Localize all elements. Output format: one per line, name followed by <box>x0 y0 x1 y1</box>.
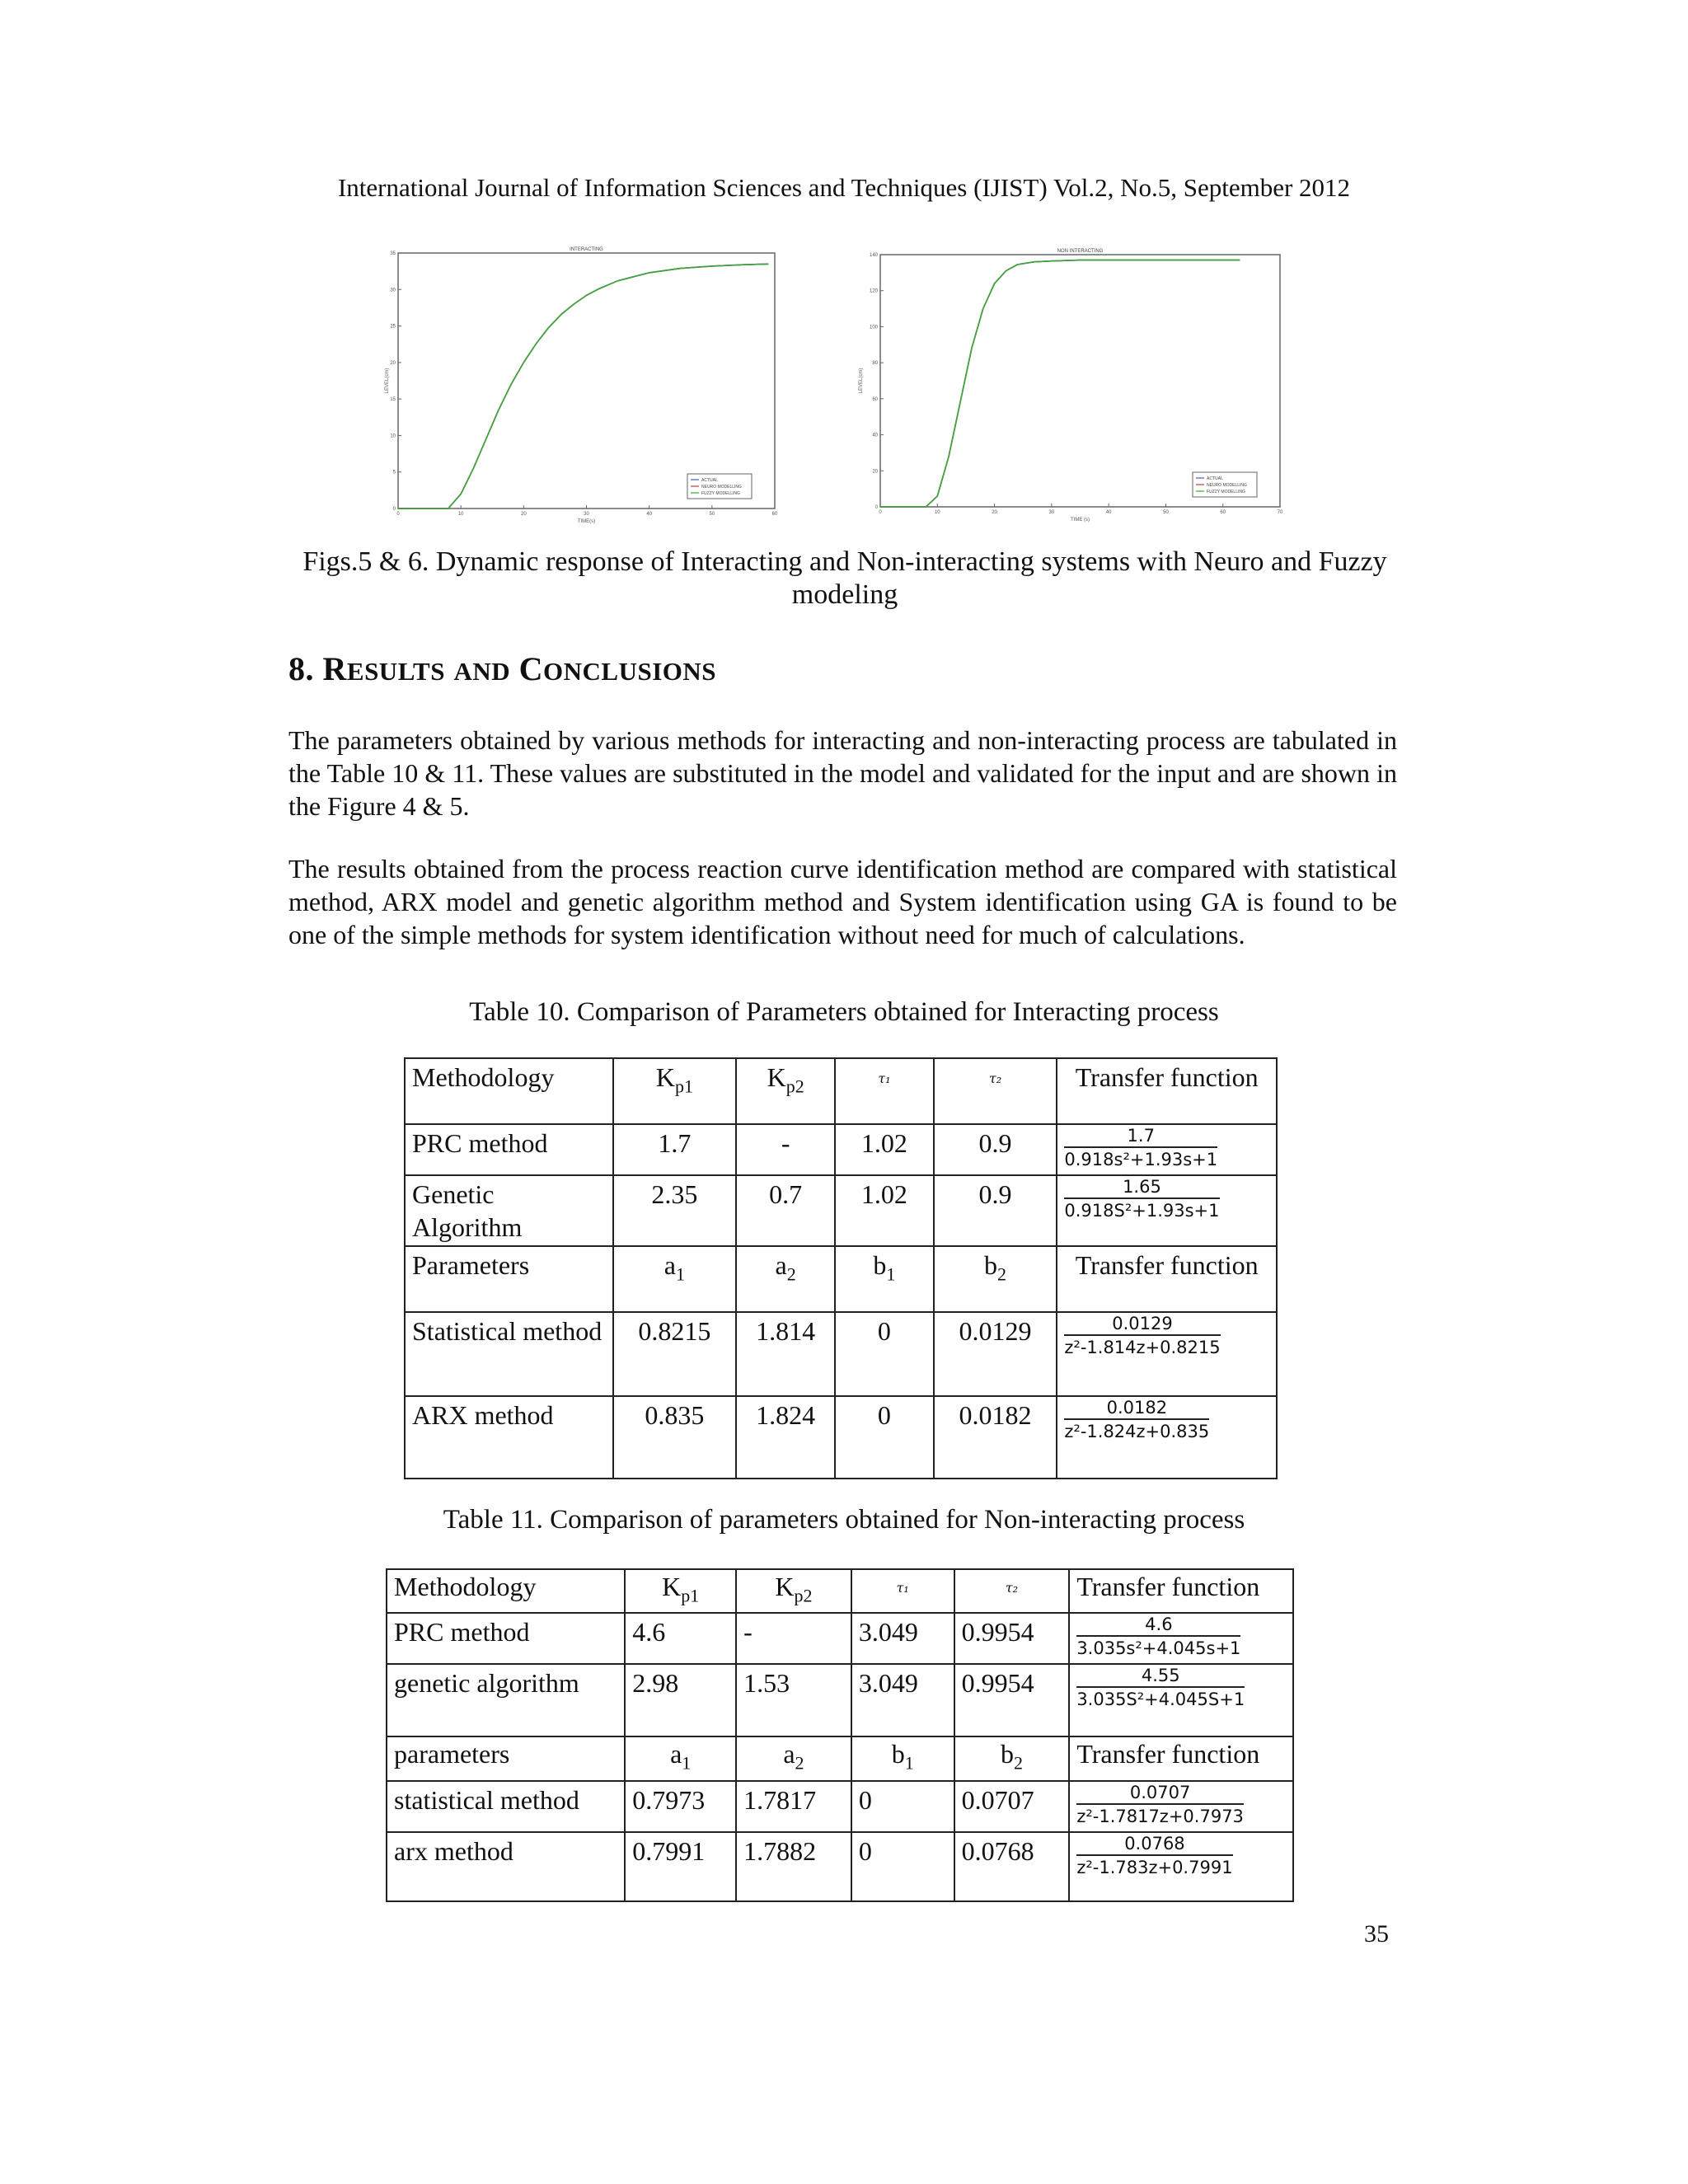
y-tick-label: 5 <box>392 470 396 476</box>
table-row <box>387 1832 1293 1901</box>
row-name: statistical method <box>387 1781 625 1832</box>
cell-kp1: 4.6 <box>625 1613 736 1664</box>
table-row <box>387 1613 1293 1664</box>
cell-tau2: 0.9 <box>934 1175 1057 1246</box>
cell-kp1: 2.35 <box>613 1175 737 1246</box>
row-name: Statistical method <box>405 1312 613 1396</box>
cell-transfer-function: $\frac{1.7}{\text{0.918s²+1.93s+1}}$ <box>1057 1124 1277 1175</box>
table10 <box>404 1057 1278 1479</box>
table-header-row <box>387 1569 1293 1613</box>
y-axis-label: LEVEL(cm) <box>859 368 864 394</box>
x-tick-label: 70 <box>1277 510 1283 515</box>
header-kp1: $K_{p1}$ <box>625 1569 736 1613</box>
header-tau2: τ₂ <box>934 1058 1057 1124</box>
y-tick-label: 20 <box>390 360 396 366</box>
cell-b1: 0 <box>851 1832 954 1901</box>
section-and: AND <box>453 657 511 686</box>
x-tick-label: 10 <box>457 512 464 517</box>
row-name: PRC method <box>405 1124 613 1175</box>
cell-transfer-function: $\frac{0.0182}{\text{z²-1.824z+0.835}}$ <box>1057 1396 1277 1479</box>
table-header-row <box>387 1736 1293 1780</box>
x-tick-label: 30 <box>1048 510 1055 515</box>
cell-b1: 0 <box>835 1312 934 1396</box>
x-tick-label: 40 <box>1105 510 1112 515</box>
header-transfer-function: Transfer function <box>1069 1736 1293 1780</box>
page-number: 35 <box>1364 1920 1389 1947</box>
x-tick-label: 30 <box>584 512 589 517</box>
section-heading <box>288 649 716 688</box>
y-tick-label: 120 <box>869 288 878 294</box>
row-name: arx method <box>387 1832 625 1901</box>
x-tick-label: 20 <box>520 512 527 517</box>
y-tick-label: 80 <box>872 361 878 367</box>
header-b2: $b_2$ <box>934 1246 1057 1312</box>
cell-transfer-function: $\frac{4.6}{\text{3.035s²+4.045s+1}}$ <box>1069 1613 1293 1664</box>
table11 <box>386 1568 1294 1902</box>
cell-a1: 0.7973 <box>625 1781 736 1832</box>
cell-kp2: - <box>736 1613 851 1664</box>
x-tick-label: 60 <box>1220 510 1226 515</box>
x-axis-label: TIME(s) <box>577 519 596 524</box>
cell-tau2: 0.9954 <box>954 1613 1070 1664</box>
section-c: C <box>518 650 544 687</box>
cell-a1: 0.7991 <box>625 1832 736 1901</box>
y-tick-label: 100 <box>869 325 878 330</box>
non-interacting-chart-svg <box>857 243 1294 532</box>
legend-label: ACTUAL <box>1207 476 1223 481</box>
y-tick-label: 140 <box>869 253 878 258</box>
cell-kp1: 2.98 <box>625 1664 736 1736</box>
x-tick-label: 10 <box>934 510 940 515</box>
cell-tau1: 1.02 <box>835 1175 934 1246</box>
table-row <box>405 1312 1277 1396</box>
cell-b1: 0 <box>851 1781 954 1832</box>
y-tick-label: 40 <box>872 433 878 438</box>
header-transfer-function: Transfer function <box>1057 1246 1277 1312</box>
non-interacting-chart <box>857 243 1294 532</box>
cell-a2: 1.814 <box>736 1312 835 1396</box>
figure-caption: Figs.5 & 6. Dynamic response of Interacting and Non-interacting systems with Neuro and Fuzzy modeling <box>302 546 1387 610</box>
x-tick-label: 40 <box>646 512 653 517</box>
legend-label: FUZZY MODELLING <box>701 491 740 496</box>
x-tick-label: 20 <box>992 510 997 515</box>
cell-a1: 0.8215 <box>613 1312 737 1396</box>
header-tau2: τ₂ <box>954 1569 1070 1613</box>
row-name: Genetic Algorithm <box>405 1175 613 1246</box>
section-r: R <box>322 650 347 687</box>
table-header-row <box>405 1246 1277 1312</box>
table-row <box>387 1781 1293 1832</box>
x-tick-label: 0 <box>396 512 400 517</box>
chart-title: INTERACTING <box>570 247 603 252</box>
section-number: 8. <box>288 650 314 687</box>
y-tick-label: 30 <box>390 288 396 293</box>
cell-kp1: 1.7 <box>613 1124 737 1175</box>
plot-frame <box>880 255 1280 507</box>
header-a1: $a_1$ <box>625 1736 736 1780</box>
table-header-row <box>405 1058 1277 1124</box>
header-tau1: τ₁ <box>851 1569 954 1613</box>
cell-transfer-function: $\frac{0.0707}{\text{z²-1.7817z+0.7973}}$ <box>1069 1781 1293 1832</box>
header-b1: $b_1$ <box>851 1736 954 1780</box>
row-name: genetic algorithm <box>387 1664 625 1736</box>
cell-a2: 1.824 <box>736 1396 835 1479</box>
x-axis-label: TIME (s) <box>1071 518 1090 523</box>
cell-transfer-function: $\frac{0.0768}{\text{z²-1.783z+0.7991}}$ <box>1069 1832 1293 1901</box>
header-a2: $a_2$ <box>736 1736 851 1780</box>
legend-label: ACTUAL <box>701 478 718 483</box>
table11-caption: Table 11. Comparison of parameters obtained for Non-interacting process <box>443 1505 1245 1535</box>
y-tick-label: 0 <box>874 505 878 510</box>
row-name: ARX method <box>405 1396 613 1479</box>
x-tick-label: 50 <box>1163 510 1169 515</box>
y-tick-label: 60 <box>872 396 878 402</box>
y-tick-label: 35 <box>390 251 396 256</box>
header-b2: $b_2$ <box>954 1736 1070 1780</box>
x-tick-label: 50 <box>709 512 715 517</box>
running-header: International Journal of Information Sciences and Techniques (IJIST) Vol.2, No.5, September 2012 <box>337 173 1351 202</box>
cell-b2: 0.0182 <box>934 1396 1057 1479</box>
x-tick-label: 0 <box>879 510 882 515</box>
section-esults: ESULTS <box>346 657 445 686</box>
cell-a1: 0.835 <box>613 1396 737 1479</box>
y-tick-label: 20 <box>872 469 878 475</box>
y-tick-label: 0 <box>392 507 396 512</box>
y-tick-label: 25 <box>390 324 396 330</box>
cell-a2: 1.7817 <box>736 1781 851 1832</box>
header-a1: $a_1$ <box>613 1246 737 1312</box>
legend-label: NEURO MODELLING <box>1207 483 1247 488</box>
interacting-chart <box>383 243 795 532</box>
paragraph-2: The results obtained from the process reaction curve identification method are compared with statistical method, ARX model and genetic algorithm method and System identification using GA is found to be one of the simple methods for system identification without need for much of calculations. <box>288 854 1397 949</box>
x-tick-label: 60 <box>771 512 778 517</box>
header-methodology: Methodology <box>405 1058 613 1124</box>
header-methodology: Methodology <box>387 1569 625 1613</box>
header-tau1: τ₁ <box>835 1058 934 1124</box>
cell-kp2: - <box>736 1124 835 1175</box>
cell-b2: 0.0707 <box>954 1781 1070 1832</box>
y-tick-label: 15 <box>390 397 396 403</box>
cell-tau1: 3.049 <box>851 1664 954 1736</box>
cell-kp2: 1.53 <box>736 1664 851 1736</box>
chart-title: NON INTERACTING <box>1057 249 1104 254</box>
header-transfer-function: Transfer function <box>1069 1569 1293 1613</box>
paragraph-1: The parameters obtained by various methods for interacting and non-interacting process are tabulated in the Table 10 & 11. These values are substituted in the model and validated for the input and are shown in the Figure 4 & 5. <box>288 725 1397 821</box>
cell-transfer-function: $\frac{0.0129}{\text{z²-1.814z+0.8215}}$ <box>1057 1312 1277 1396</box>
header-kp2: $K_{p2}$ <box>736 1058 835 1124</box>
cell-b2: 0.0768 <box>954 1832 1070 1901</box>
legend <box>1193 472 1257 497</box>
interacting-chart-svg <box>383 243 795 532</box>
legend-label: FUZZY MODELLING <box>1207 490 1245 494</box>
plot-frame <box>398 253 775 509</box>
table10-caption: Table 10. Comparison of Parameters obtained for Interacting process <box>469 997 1219 1027</box>
table-row <box>387 1664 1293 1736</box>
cell-tau2: 0.9954 <box>954 1664 1070 1736</box>
cell-b2: 0.0129 <box>934 1312 1057 1396</box>
cell-tau1: 1.02 <box>835 1124 934 1175</box>
cell-transfer-function: $\frac{4.55}{\text{3.035S²+4.045S+1}}$ <box>1069 1664 1293 1736</box>
cell-tau1: 3.049 <box>851 1613 954 1664</box>
header-kp1: $K_{p1}$ <box>613 1058 737 1124</box>
section-onclusions: ONCLUSIONS <box>543 657 717 686</box>
header-parameters: parameters <box>387 1736 625 1780</box>
cell-b1: 0 <box>835 1396 934 1479</box>
table-row <box>405 1175 1277 1246</box>
header-kp2: $K_{p2}$ <box>736 1569 851 1613</box>
y-axis-label: LEVEL(cm) <box>385 368 390 394</box>
header-b1: $b_1$ <box>835 1246 934 1312</box>
row-name: PRC method <box>387 1613 625 1664</box>
y-tick-label: 10 <box>390 434 396 439</box>
header-parameters: Parameters <box>405 1246 613 1312</box>
header-a2: $a_2$ <box>736 1246 835 1312</box>
legend-label: NEURO MODELLING <box>701 485 742 490</box>
cell-kp2: 0.7 <box>736 1175 835 1246</box>
cell-a2: 1.7882 <box>736 1832 851 1901</box>
table-row <box>405 1396 1277 1479</box>
cell-transfer-function: $\frac{1.65}{\text{0.918S²+1.93s+1}}$ <box>1057 1175 1277 1246</box>
legend <box>687 474 752 499</box>
cell-tau2: 0.9 <box>934 1124 1057 1175</box>
table-row <box>405 1124 1277 1175</box>
header-transfer-function: Transfer function <box>1057 1058 1277 1124</box>
